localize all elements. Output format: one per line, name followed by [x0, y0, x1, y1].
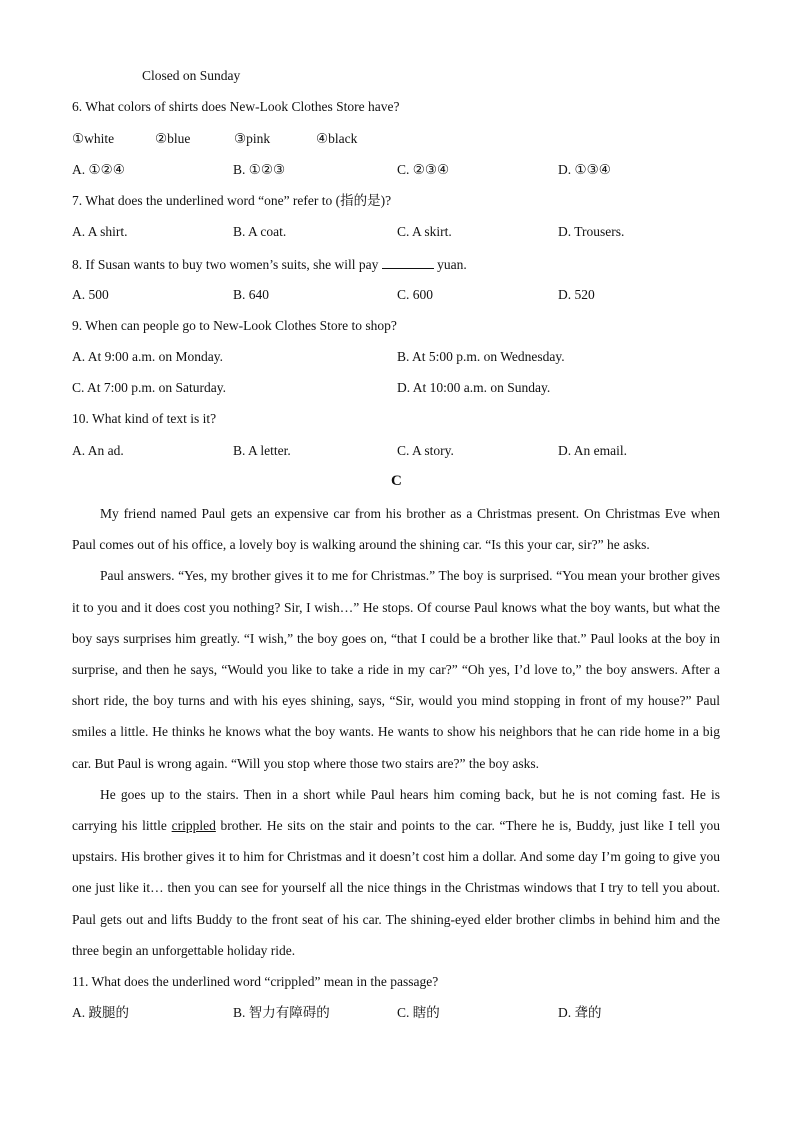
question-7-stem: 7. What does the underlined word “one” refer to (指的是)?	[72, 193, 392, 208]
q8-option-b: B. 640	[233, 287, 270, 302]
q8-stem-text: 8. If Susan wants to buy two women’s suits, she will pay	[72, 257, 379, 272]
q6-item-1: ①white	[72, 131, 115, 146]
q9-option-c: C. At 7:00 p.m. on Saturday.	[72, 380, 226, 395]
q6-option-a: A. ①②④	[72, 162, 125, 177]
q10-option-b: B. A letter.	[233, 443, 291, 458]
question-10-stem: 10. What kind of text is it?	[72, 411, 217, 426]
q11-option-a: A. 跛腿的	[72, 1005, 129, 1020]
q6-option-d: D. ①③④	[558, 162, 611, 177]
q10-option-d: D. An email.	[558, 443, 627, 458]
q9-option-a: A. At 9:00 a.m. on Monday.	[72, 349, 223, 364]
passage	[72, 498, 720, 966]
q9-option-d: D. At 10:00 a.m. on Sunday.	[397, 380, 551, 395]
p3-text-end: brother. He sits on the stair and points to the car. “There he is, Buddy, just like I tell you upstairs. His brother gives it to him for Christmas and it doesn’t cost him a dollar. And some day I’m going to give you one just like it… then you can see for yourself all the nice things in the Christmas windows that I try to tell you about. Paul gets out and lifts Buddy to the front seat of his car. The shining-eyed elder brother climbs in behind him and the three begin an unforgettable holiday ride.	[72, 818, 721, 958]
q11-option-b: B. 智力有障碍的	[233, 1005, 330, 1020]
q6-item-2: ②blue	[155, 131, 191, 146]
q8-stem-unit: yuan.	[437, 257, 467, 272]
q8-option-c: C. 600	[397, 287, 434, 302]
q8-answer-blank	[382, 256, 434, 269]
passage-paragraph-3	[72, 779, 720, 966]
question-6-stem: 6. What colors of shirts does New-Look Clothes Store have?	[72, 99, 400, 114]
q6-option-b: B. ①②③	[233, 162, 286, 177]
underlined-word-crippled: crippled	[171, 818, 216, 834]
passage-paragraph-2: Paul answers. “Yes, my brother gives it to me for Christmas.” The boy is surprised. “You mean your brother gives it to you and it does cost you nothing? Sir, I wish…” He stops. Of course Paul knows what the boy wants, but what the boy says surprises him greatly. “I wish,” the boy goes on, “that I could be a brother like that.” Paul looks at the boy in surprise, and then he says, “Would you like to take a ride in my car?” “Oh yes, I’d love to,” the boy answers. After a short ride, the boy turns and with his eyes shining, says, “Sir, would you mind stopping in front of my house?” Paul smiles a little. He thinks he knows what the boy wants. He wants to show his neighbors that he can ride home in a big car. But Paul is wrong again. “Will you stop where those two stairs are?” the boy asks.	[72, 568, 720, 771]
top-note: Closed on Sunday	[142, 68, 241, 83]
q6-option-c: C. ②③④	[397, 162, 450, 177]
q9-option-b: B. At 5:00 p.m. on Wednesday.	[397, 349, 565, 364]
p3-text-start: He goes up to the stairs. Then in a short while Paul hears him coming back, but he is not coming fast. He is carrying his little	[72, 786, 720, 834]
question-9-stem: 9. When can people go to New-Look Clothes Store to shop?	[72, 318, 397, 333]
question-11-stem: 11. What does the underlined word “crippled” mean in the passage?	[72, 974, 439, 989]
q10-option-a: A. An ad.	[72, 443, 124, 458]
q6-item-3: ③pink	[234, 131, 271, 146]
q6-item-4: ④black	[316, 131, 358, 146]
q11-option-c: C. 瞎的	[397, 1005, 440, 1020]
q7-option-c: C. A skirt.	[397, 224, 452, 239]
q7-option-d: D. Trousers.	[558, 224, 625, 239]
passage-paragraph-1: My friend named Paul gets an expensive car from his brother as a Christmas present. On Christmas Eve when Paul comes out of his office, a lovely boy is walking around the shining car. “Is this your car, sir?” he asks.	[72, 506, 720, 553]
q7-option-b: B. A coat.	[233, 224, 287, 239]
q10-option-c: C. A story.	[397, 443, 454, 458]
question-8-stem	[72, 256, 467, 273]
q11-option-d: D. 聋的	[558, 1005, 602, 1020]
section-heading: C	[391, 473, 402, 489]
q7-option-a: A. A shirt.	[72, 224, 128, 239]
q8-option-d: D. 520	[558, 287, 595, 302]
q8-option-a: A. 500	[72, 287, 109, 302]
